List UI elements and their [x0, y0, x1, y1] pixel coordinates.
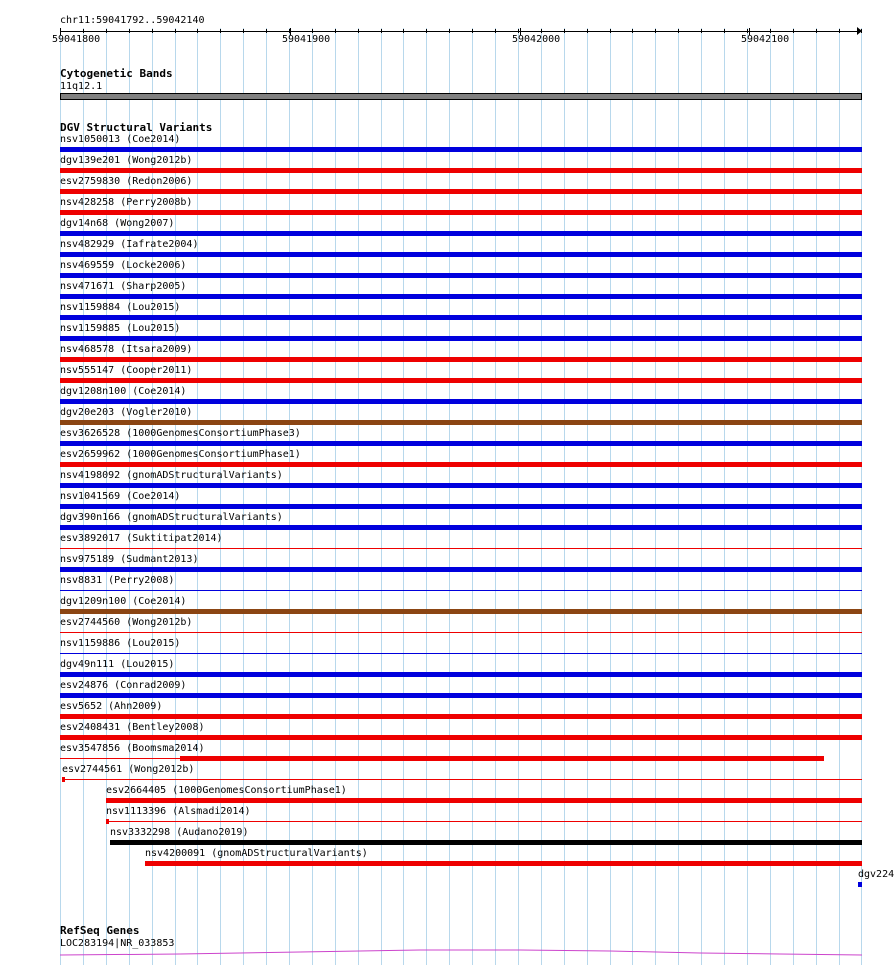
dgv-feature-label[interactable]: esv2659962 (1000GenomesConsortiumPhase1)	[60, 449, 301, 460]
dgv-feature-label[interactable]: nsv471671 (Sharp2005)	[60, 281, 187, 292]
dgv-feature-label[interactable]: esv3547856 (Boomsma2014)	[60, 743, 205, 754]
ruler-tick-label: 59041900	[282, 34, 331, 45]
refseq-gene-label[interactable]: LOC283194|NR_033853	[60, 938, 175, 949]
dgv-feature-label[interactable]: nsv4200091 (gnomADStructuralVariants)	[145, 848, 368, 859]
dgv-feature-label[interactable]: esv2759830 (Redon2006)	[60, 176, 193, 187]
cytoband-label[interactable]: 11q12.1	[60, 81, 103, 92]
dgv-feature-label[interactable]: nsv975189 (Sudmant2013)	[60, 554, 199, 565]
dgv-feature-label[interactable]: dgv1209n100 (Coe2014)	[60, 596, 187, 607]
dgv-feature-label[interactable]: esv2408431 (Bentley2008)	[60, 722, 205, 733]
dgv-feature-label[interactable]: esv5652 (Ahn2009)	[60, 701, 163, 712]
dgv-feature-label[interactable]: nsv8831 (Perry2008)	[60, 575, 175, 586]
dgv-feature-label[interactable]: nsv1159884 (Lou2015)	[60, 302, 181, 313]
dgv-track-title: DGV Structural Variants	[60, 121, 213, 134]
dgv-feature-label[interactable]: dgv139e201 (Wong2012b)	[60, 155, 193, 166]
dgv-feature-label[interactable]: esv3626528 (1000GenomesConsortiumPhase3)	[60, 428, 301, 439]
dgv-feature-label[interactable]: esv24876 (Conrad2009)	[60, 680, 187, 691]
dgv-feature-label[interactable]: dgv390n166 (gnomADStructuralVariants)	[60, 512, 283, 523]
dgv-feature-label[interactable]: nsv469559 (Locke2006)	[60, 260, 187, 271]
position-label: chr11:59041792..59042140	[60, 15, 205, 26]
dgv-feature-label[interactable]: dgv1208n100 (Coe2014)	[60, 386, 187, 397]
dgv-feature-label[interactable]: nsv482929 (Iafrate2004)	[60, 239, 199, 250]
dgv-feature-label[interactable]: esv2744560 (Wong2012b)	[60, 617, 193, 628]
dgv-feature-label[interactable]: esv3892017 (Suktitipat2014)	[60, 533, 223, 544]
ruler-tick-label: 59042100	[741, 34, 790, 45]
ruler-tick-label: 59041800	[52, 34, 101, 45]
dgv-feature-label[interactable]: dgv49n111 (Lou2015)	[60, 659, 175, 670]
cytoband-track-title: Cytogenetic Bands	[60, 67, 173, 80]
dgv-feature-label[interactable]: nsv1041569 (Coe2014)	[60, 491, 181, 502]
dgv-feature-label[interactable]: esv2744561 (Wong2012b)	[62, 764, 195, 775]
dgv-feature-label[interactable]: nsv1159885 (Lou2015)	[60, 323, 181, 334]
ruler-tick-label: 59042000	[512, 34, 561, 45]
refseq-track-title: RefSeq Genes	[60, 924, 140, 937]
dgv-feature-label[interactable]: nsv1113396 (Alsmadi2014)	[106, 806, 251, 817]
dgv-feature-label[interactable]: dgv14n68 (Wong2007)	[60, 218, 175, 229]
dgv-feature-label[interactable]: nsv4198092 (gnomADStructuralVariants)	[60, 470, 283, 481]
dgv-feature-label[interactable]: nsv468578 (Itsara2009)	[60, 344, 193, 355]
dgv-feature-label[interactable]: nsv428258 (Perry2008b)	[60, 197, 193, 208]
dgv-feature-label[interactable]: dgv224	[858, 869, 894, 880]
dgv-feature-label[interactable]: dgv20e203 (Vogler2010)	[60, 407, 193, 418]
dgv-feature-label[interactable]: nsv555147 (Cooper2011)	[60, 365, 193, 376]
dgv-feature-label[interactable]: esv2664405 (1000GenomesConsortiumPhase1)	[106, 785, 347, 796]
dgv-feature-label[interactable]: nsv1159886 (Lou2015)	[60, 638, 181, 649]
dgv-feature-label[interactable]: nsv3332298 (Audano2019)	[110, 827, 249, 838]
dgv-feature-label[interactable]: nsv1050013 (Coe2014)	[60, 134, 181, 145]
